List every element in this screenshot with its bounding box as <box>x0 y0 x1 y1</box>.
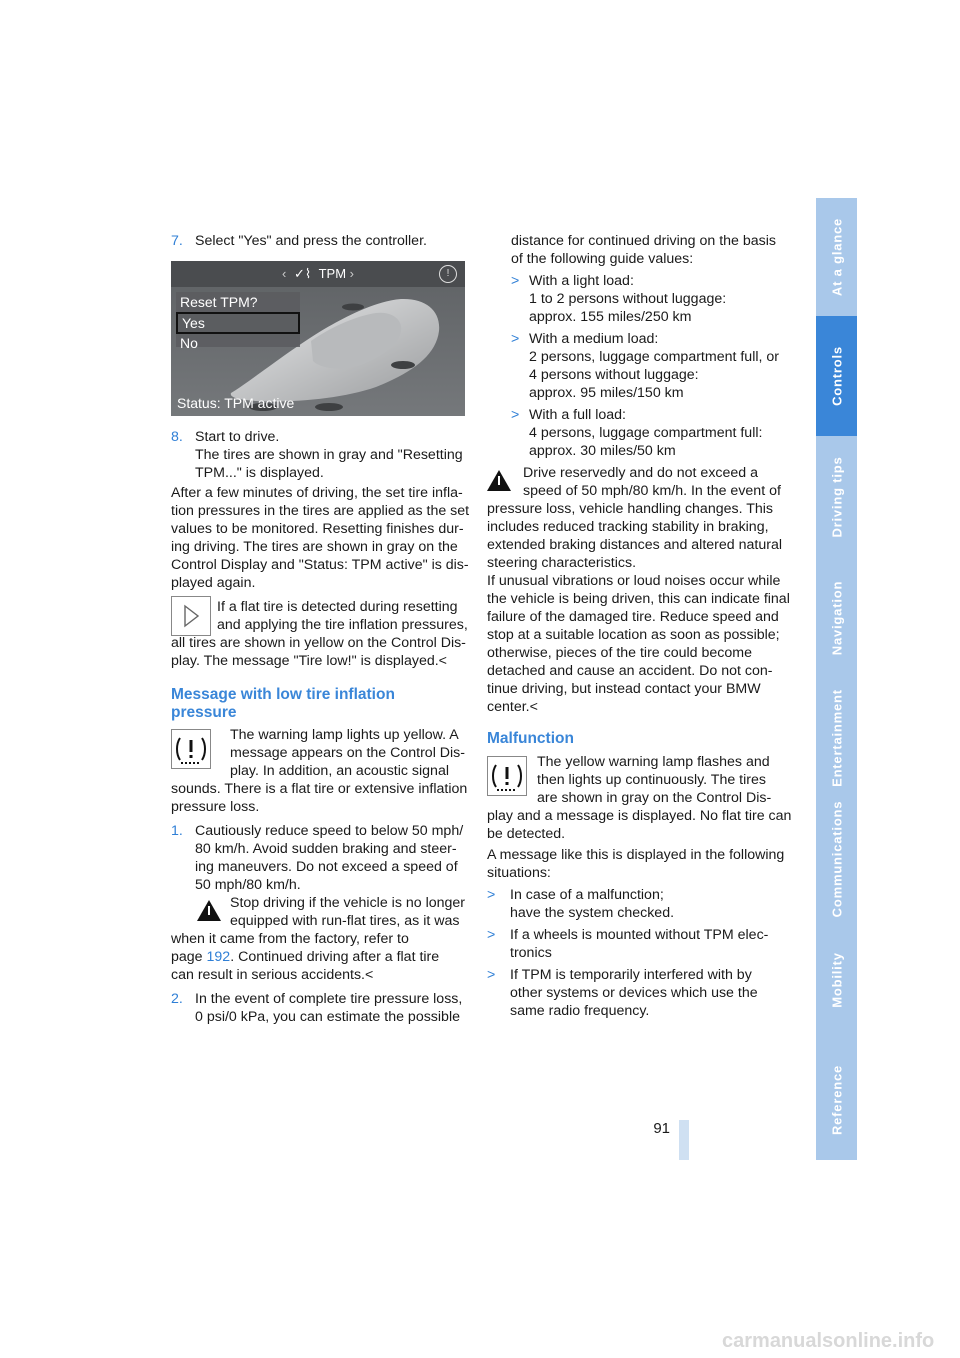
display-header-title: TPM <box>318 266 347 281</box>
tab-mobility[interactable] <box>816 920 857 1041</box>
tab-label: Reference <box>829 1064 844 1136</box>
tab-label: Entertainment <box>829 689 844 787</box>
heading-low-pressure: Message with low tire inflation pressure <box>171 686 395 721</box>
tab-entertainment[interactable] <box>816 678 857 799</box>
step-7 <box>171 232 427 250</box>
heading-malfunction: Malfunction <box>487 730 574 747</box>
tire-icon: ✓⌇ <box>293 266 312 281</box>
tab-at-a-glance[interactable] <box>816 198 857 317</box>
reset-menu <box>176 292 300 351</box>
menu-option-no[interactable]: No <box>180 335 198 351</box>
step-number: 2. <box>171 991 183 1007</box>
tab-label: Driving tips <box>829 456 844 538</box>
warning-run-flat: Stop driving if the vehicle is no longer equipped with run-flat tires, as it was when it came from the factory, refer to page 192. Continued driving after a flat tire can result in serious accidents.< <box>171 895 466 983</box>
list-item: > If a wheels is mounted without TPM elec- tronics <box>487 927 769 961</box>
step-8 <box>171 428 471 481</box>
step-text: Start to drive. <box>195 429 280 445</box>
tab-driving-tips[interactable] <box>816 436 857 559</box>
list-item: > In case of a malfunction; have the system checked. <box>487 887 675 921</box>
step-text: TPM..." is displayed. <box>195 465 324 481</box>
low-pressure-text: The warning lamp lights up yellow. A message appears on the Control Dis- play. In addition, an acoustic signal sounds. There is a flat tire or extensive inflation pressure loss. <box>171 727 468 815</box>
warning-drive-reservedly: Drive reservedly and do not exceed a speed of 50 mph/80 km/h. In the event of pressure loss, vehicle handling changes. This includes reduced tracking stability in braking, extended braking distances and altered natural steering characteristics. If unusual vibrations or loud noises occur while the vehicle is being driven, this can indicate final failure of the damaged tire. Reduce speed and stop at a suitable location as soon as possible; otherwise, pieces of the tire could become detached and cause an accident. Do not con- tinue driving, but instead contact your BMW center.< <box>487 465 790 715</box>
step-text: Select "Yes" and press the controller. <box>195 233 427 249</box>
watermark: carmanualsonline.info <box>722 1330 935 1352</box>
display-status: Status: TPM active <box>177 395 295 411</box>
tab-label: At a glance <box>829 217 844 297</box>
chevron-right-icon: › <box>349 266 355 281</box>
list-item: > With a light load: 1 to 2 persons without luggage: approx. 155 miles/250 km <box>511 273 727 325</box>
step-number: 7. <box>171 233 183 249</box>
display-header <box>171 261 465 287</box>
tab-reference[interactable] <box>816 1040 857 1161</box>
step-2: 2. In the event of complete tire pressure loss, 0 psi/0 kPa, you can estimate the possible <box>171 991 463 1025</box>
menu-option-yes[interactable]: Yes <box>176 312 300 334</box>
tab-label: Navigation <box>829 580 844 656</box>
paragraph-reset: After a few minutes of driving, the set tire infla- tion pressures in the tires are applied as the set values to be monitored. Resetting finishes dur- ing driving. The tires are shown in gray on the Control Display and "Status: TPM active" is dis- played again. <box>171 485 470 591</box>
load-list <box>511 272 779 464</box>
settings-icon: ! <box>439 265 457 283</box>
list-item: > If TPM is temporarily interfered with by other systems or devices which use the same radio frequency. <box>487 967 758 1019</box>
page-link[interactable]: 192 <box>206 949 231 965</box>
step-number: 1. <box>171 823 183 839</box>
step-text: The tires are shown in gray and "Resetting <box>195 447 463 463</box>
chevron-left-icon: ‹ <box>281 266 287 281</box>
tab-communications[interactable] <box>816 798 857 921</box>
tab-label: Communications <box>829 800 844 918</box>
tab-controls[interactable] <box>816 316 857 437</box>
malfunction-text: The yellow warning lamp flashes and then lights up continuously. The tires are shown in gray on the Control Dis- play and a message is displayed. No flat tire can be detected. <box>487 754 792 842</box>
tab-label: Controls <box>829 346 844 406</box>
list-item: > With a full load: 4 persons, luggage compartment full: approx. 30 miles/50 km <box>511 407 763 459</box>
malfunction-list <box>487 886 769 1024</box>
control-display-screenshot <box>171 261 465 416</box>
distance-intro: distance for continued driving on the basis of the following guide values: <box>511 233 776 267</box>
tab-label: Mobility <box>829 952 844 1008</box>
list-item: > With a medium load: 2 persons, luggage compartment full, or 4 persons without luggage: approx. 95 miles/150 km <box>511 331 779 401</box>
chapter-tabs <box>816 198 857 1160</box>
page-marker-bar <box>679 1120 689 1160</box>
tab-navigation[interactable] <box>816 558 857 679</box>
menu-title: Reset TPM? <box>180 294 258 310</box>
step-1: 1. Cautiously reduce speed to below 50 mph/ 80 km/h. Avoid sudden braking and steer- ing maneuvers. Do not exceed a speed of 50 mph/80 km/h. <box>171 823 464 893</box>
page-number: 91 <box>653 1120 670 1137</box>
step-number: 8. <box>171 429 183 445</box>
malfunction-situations: A message like this is displayed in the following situations: <box>487 847 785 881</box>
note-flat-tire: If a flat tire is detected during resetting and applying the tire inflation pressures, all tires are shown in yellow on the Control Dis- play. The message "Tire low!" is displayed.< <box>171 599 468 669</box>
